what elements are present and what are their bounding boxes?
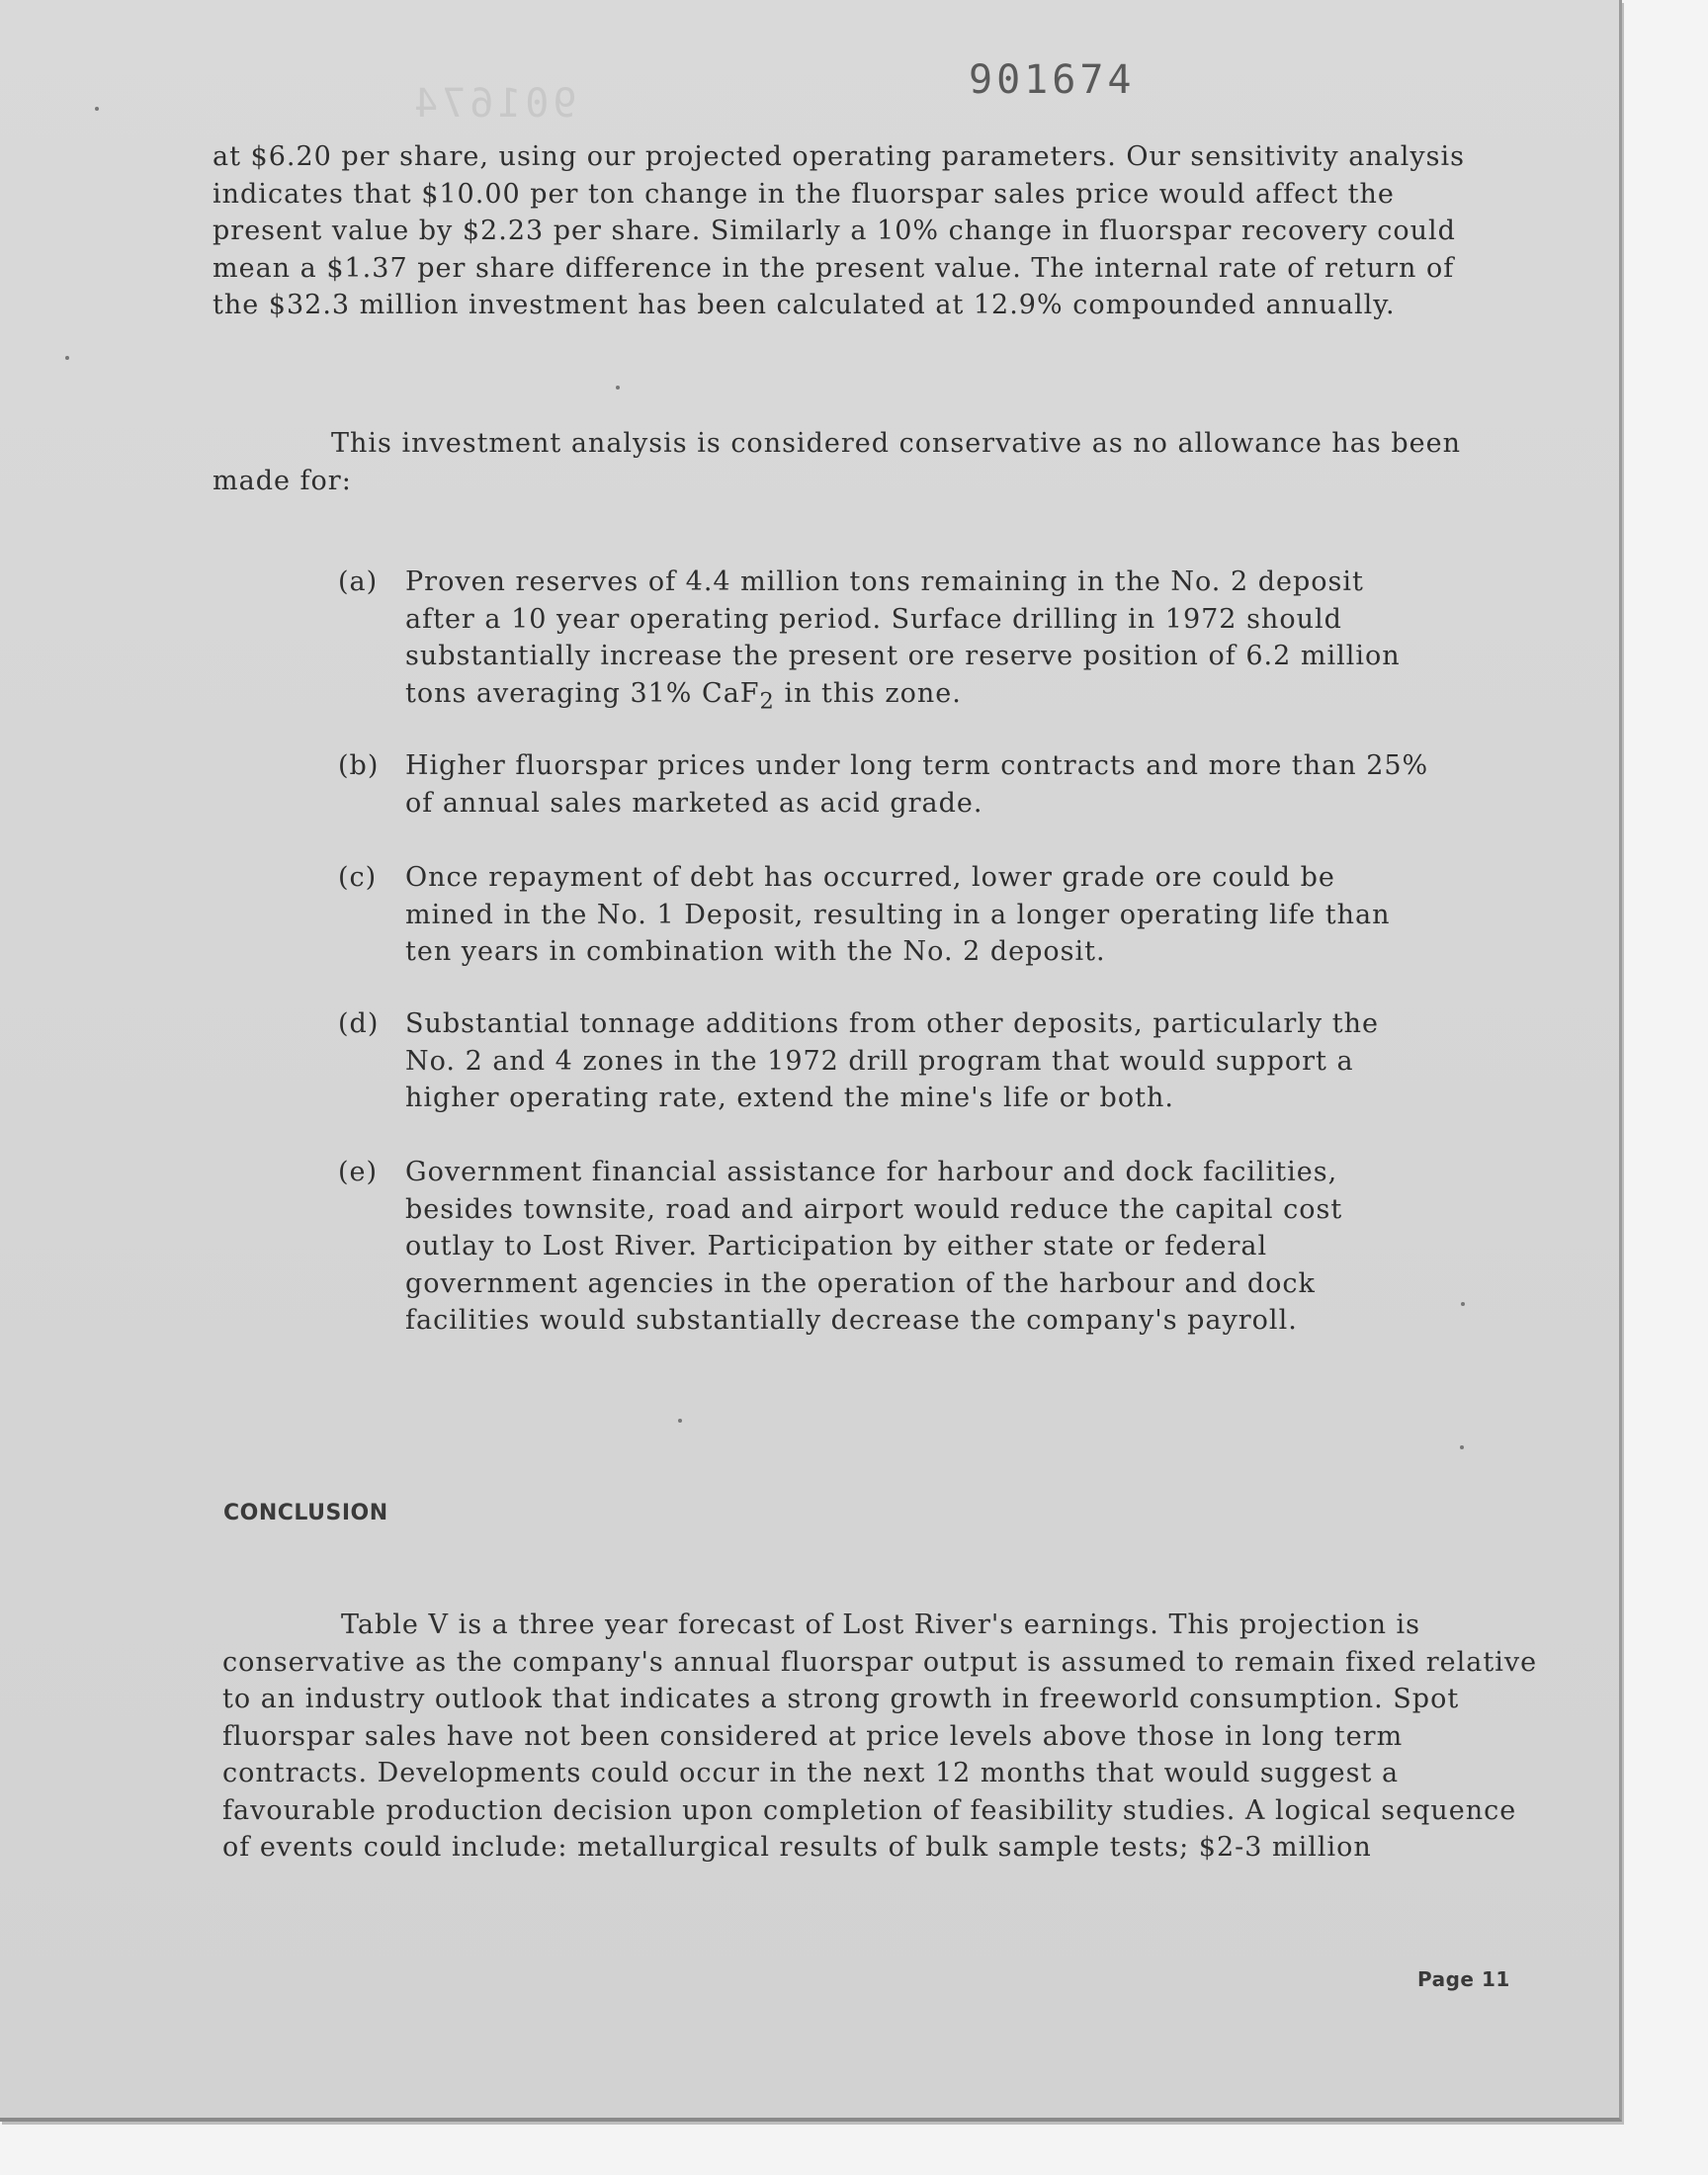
list-item-marker: (c)	[338, 862, 378, 893]
paragraph-allowance-intro	[213, 425, 1488, 499]
list-item-marker: (b)	[338, 750, 380, 781]
paragraph-sensitivity: at $6.20 per share, using our projected operating parameters. Our sensitivity analysis indicates that $10.00 per ton change in the fluorspar sales price would affect the present value by $2.23 per share. Similarly a 10% change in fluorspar recovery could mean a $1.37 per share difference in the present value. The internal rate of return of the $32.3 million investment has been calculated at 12.9% compounded annually.	[213, 141, 1466, 320]
paragraph-conclusion	[222, 1607, 1552, 1867]
paragraph-conclusion-text: Table V is a three year forecast of Lost River's earnings. This projection is conservative as the company's annual fluorspar output is assumed to remain fixed relative to an industry outlook that indicates a strong growth in freeworld consumption. Spot fluorspar sales have not been considered at price levels above those in long term contracts. Developments could occur in the next 12 months that would suggest a favourable production decision upon completion of feasibility studies. A logical sequence of events could include: metallurgical results of bulk sample tests; $2-3 million	[222, 1610, 1538, 1863]
list-item-text: Substantial tonnage additions from other deposits, particularly the No. 2 and 4 zones in the 1972 drill program that would support a higher operating rate, extend the mine's life or both.	[405, 1008, 1379, 1113]
scan-speck	[678, 1419, 682, 1423]
list-item-text: Once repayment of debt has occurred, lower grade ore could be mined in the No. 1 Deposit, resulting in a longer operating life than ten years in combination with the No. 2 deposit.	[405, 862, 1391, 967]
list-item-text: Government financial assistance for harbour and dock facilities, besides townsite, road and airport would reduce the capital cost outlay to Lost River. Participation by either state or federal government agencies in the operation of the harbour and dock facilities would substantially decrease the company's payroll.	[405, 1157, 1343, 1336]
list-item-text-end: in this zone.	[774, 677, 962, 709]
scan-speck	[1460, 1445, 1464, 1449]
list-item-text: Higher fluorspar prices under long term contracts and more than 25% of annual sales marketed as acid grade.	[405, 750, 1429, 819]
list-item-text	[405, 564, 1433, 720]
section-heading: CONCLUSION	[223, 1501, 388, 1525]
paragraph-allowance-text: This investment analysis is considered conservative as no allowance has been made for:	[213, 428, 1461, 496]
list-item-marker: (e)	[338, 1157, 379, 1187]
chemical-subscript: 2	[759, 687, 775, 714]
scan-speck	[1461, 1302, 1465, 1306]
page-number: Page 11	[1417, 1967, 1510, 1991]
bleed-through-stamp: 901674	[410, 81, 577, 127]
scan-speck	[95, 107, 99, 111]
scan-speck	[616, 386, 620, 390]
scan-speck	[65, 356, 69, 360]
stamp-number: 901674	[969, 57, 1136, 103]
list-item-text-main: Proven reserves of 4.4 million tons remaining in the No. 2 deposit after a 10 year operating period. Surface drilling in 1972 should substantially increase the present ore reserve position of 6.2 million tons averaging 31% CaF	[405, 566, 1401, 709]
list-item-marker: (d)	[338, 1008, 380, 1039]
list-item-marker: (a)	[338, 566, 379, 597]
